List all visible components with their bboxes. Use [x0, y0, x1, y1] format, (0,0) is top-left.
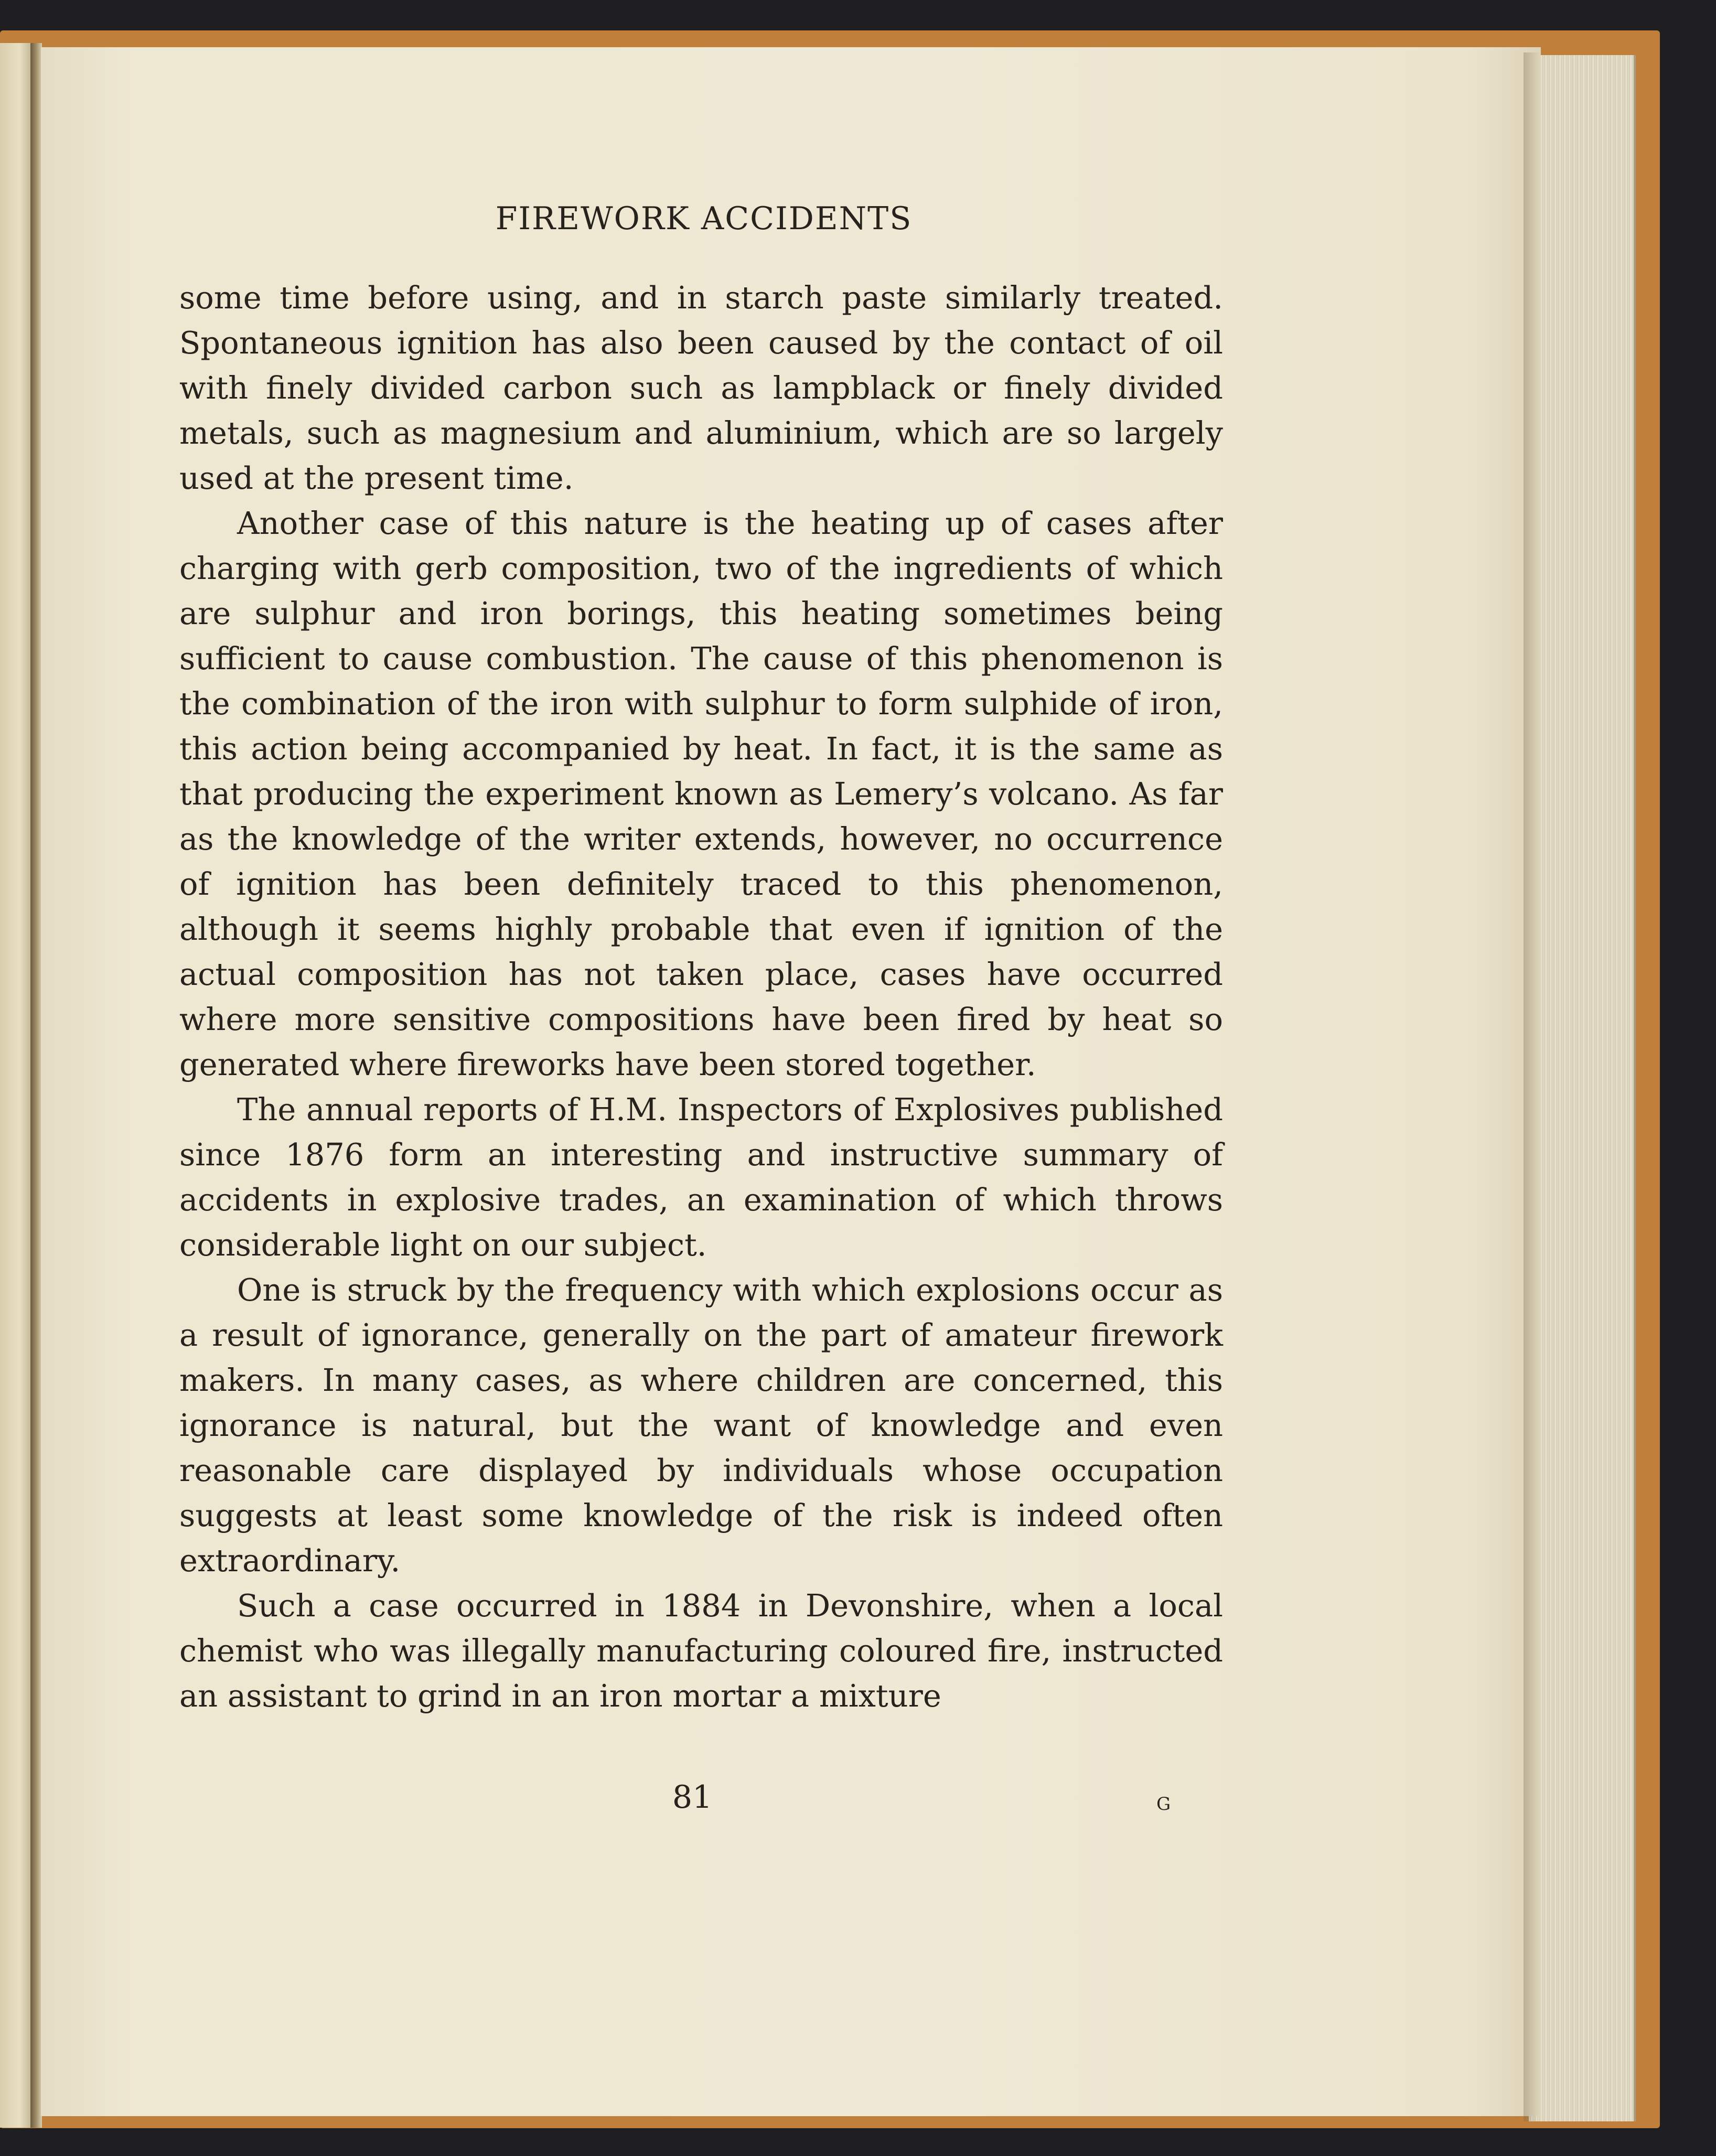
- page-block-edges: [1529, 55, 1636, 2121]
- paragraph: some time before using, and in starch paste similarly treated. Spontaneous ignition has also been caused by the contact of oil with finely divided carbon such as lampblack or finely divided metals, such as magnesium and aluminium, which are so largely used at the present time.: [179, 280, 1223, 496]
- paragraph: One is struck by the frequency with which explosions occur as a result of ignorance, generally on the part of amateur firework makers. In many cases, as where children are concerned, this ignorance is natural, but the want of knowledge and even reasonable care displayed by individuals whose occupation suggests at least some knowledge of the risk is indeed often extraordinary.: [179, 1272, 1223, 1579]
- running-head: FIREWORK ACCIDENTS: [495, 200, 913, 237]
- left-page-edge: [0, 43, 33, 2128]
- signature-mark: G: [1156, 1794, 1171, 1815]
- paragraph: Another case of this nature is the heating up of cases after charging with gerb composition, two of the ingredients of which are sulphur and iron borings, this heating sometimes being sufficient to cause combustion. The cause of this phenomenon is the combination of the iron with sulphur to form sulphide of iron, this action being accompanied by heat. In fact, it is the same as that producing the experiment known as Lemery’s volcano. As far as the knowledge of the writer extends, however, no occurrence of ignition has been definitely traced to this phenomenon, although it seems highly probable that even if ignition of the actual composition has not taken place, cases have occurred where more sensitive compositions have been fired by heat so generated where fireworks have been stored together.: [179, 505, 1223, 1082]
- page-number: 81: [672, 1779, 713, 1816]
- page-body: [179, 275, 1223, 1719]
- book-gutter: [30, 43, 42, 2128]
- page-edge-shadow: [1524, 52, 1539, 2121]
- paragraph: The annual reports of H.M. Inspectors of Explosives published since 1876 form an interesting and instructive summary of accidents in explosive trades, an examination of which throws considerable light on our subject.: [179, 1091, 1223, 1263]
- paragraph: Such a case occurred in 1884 in Devonshire, when a local chemist who was illegally manufacturing coloured fire, instructed an assistant to grind in an iron mortar a mixture: [179, 1587, 1223, 1714]
